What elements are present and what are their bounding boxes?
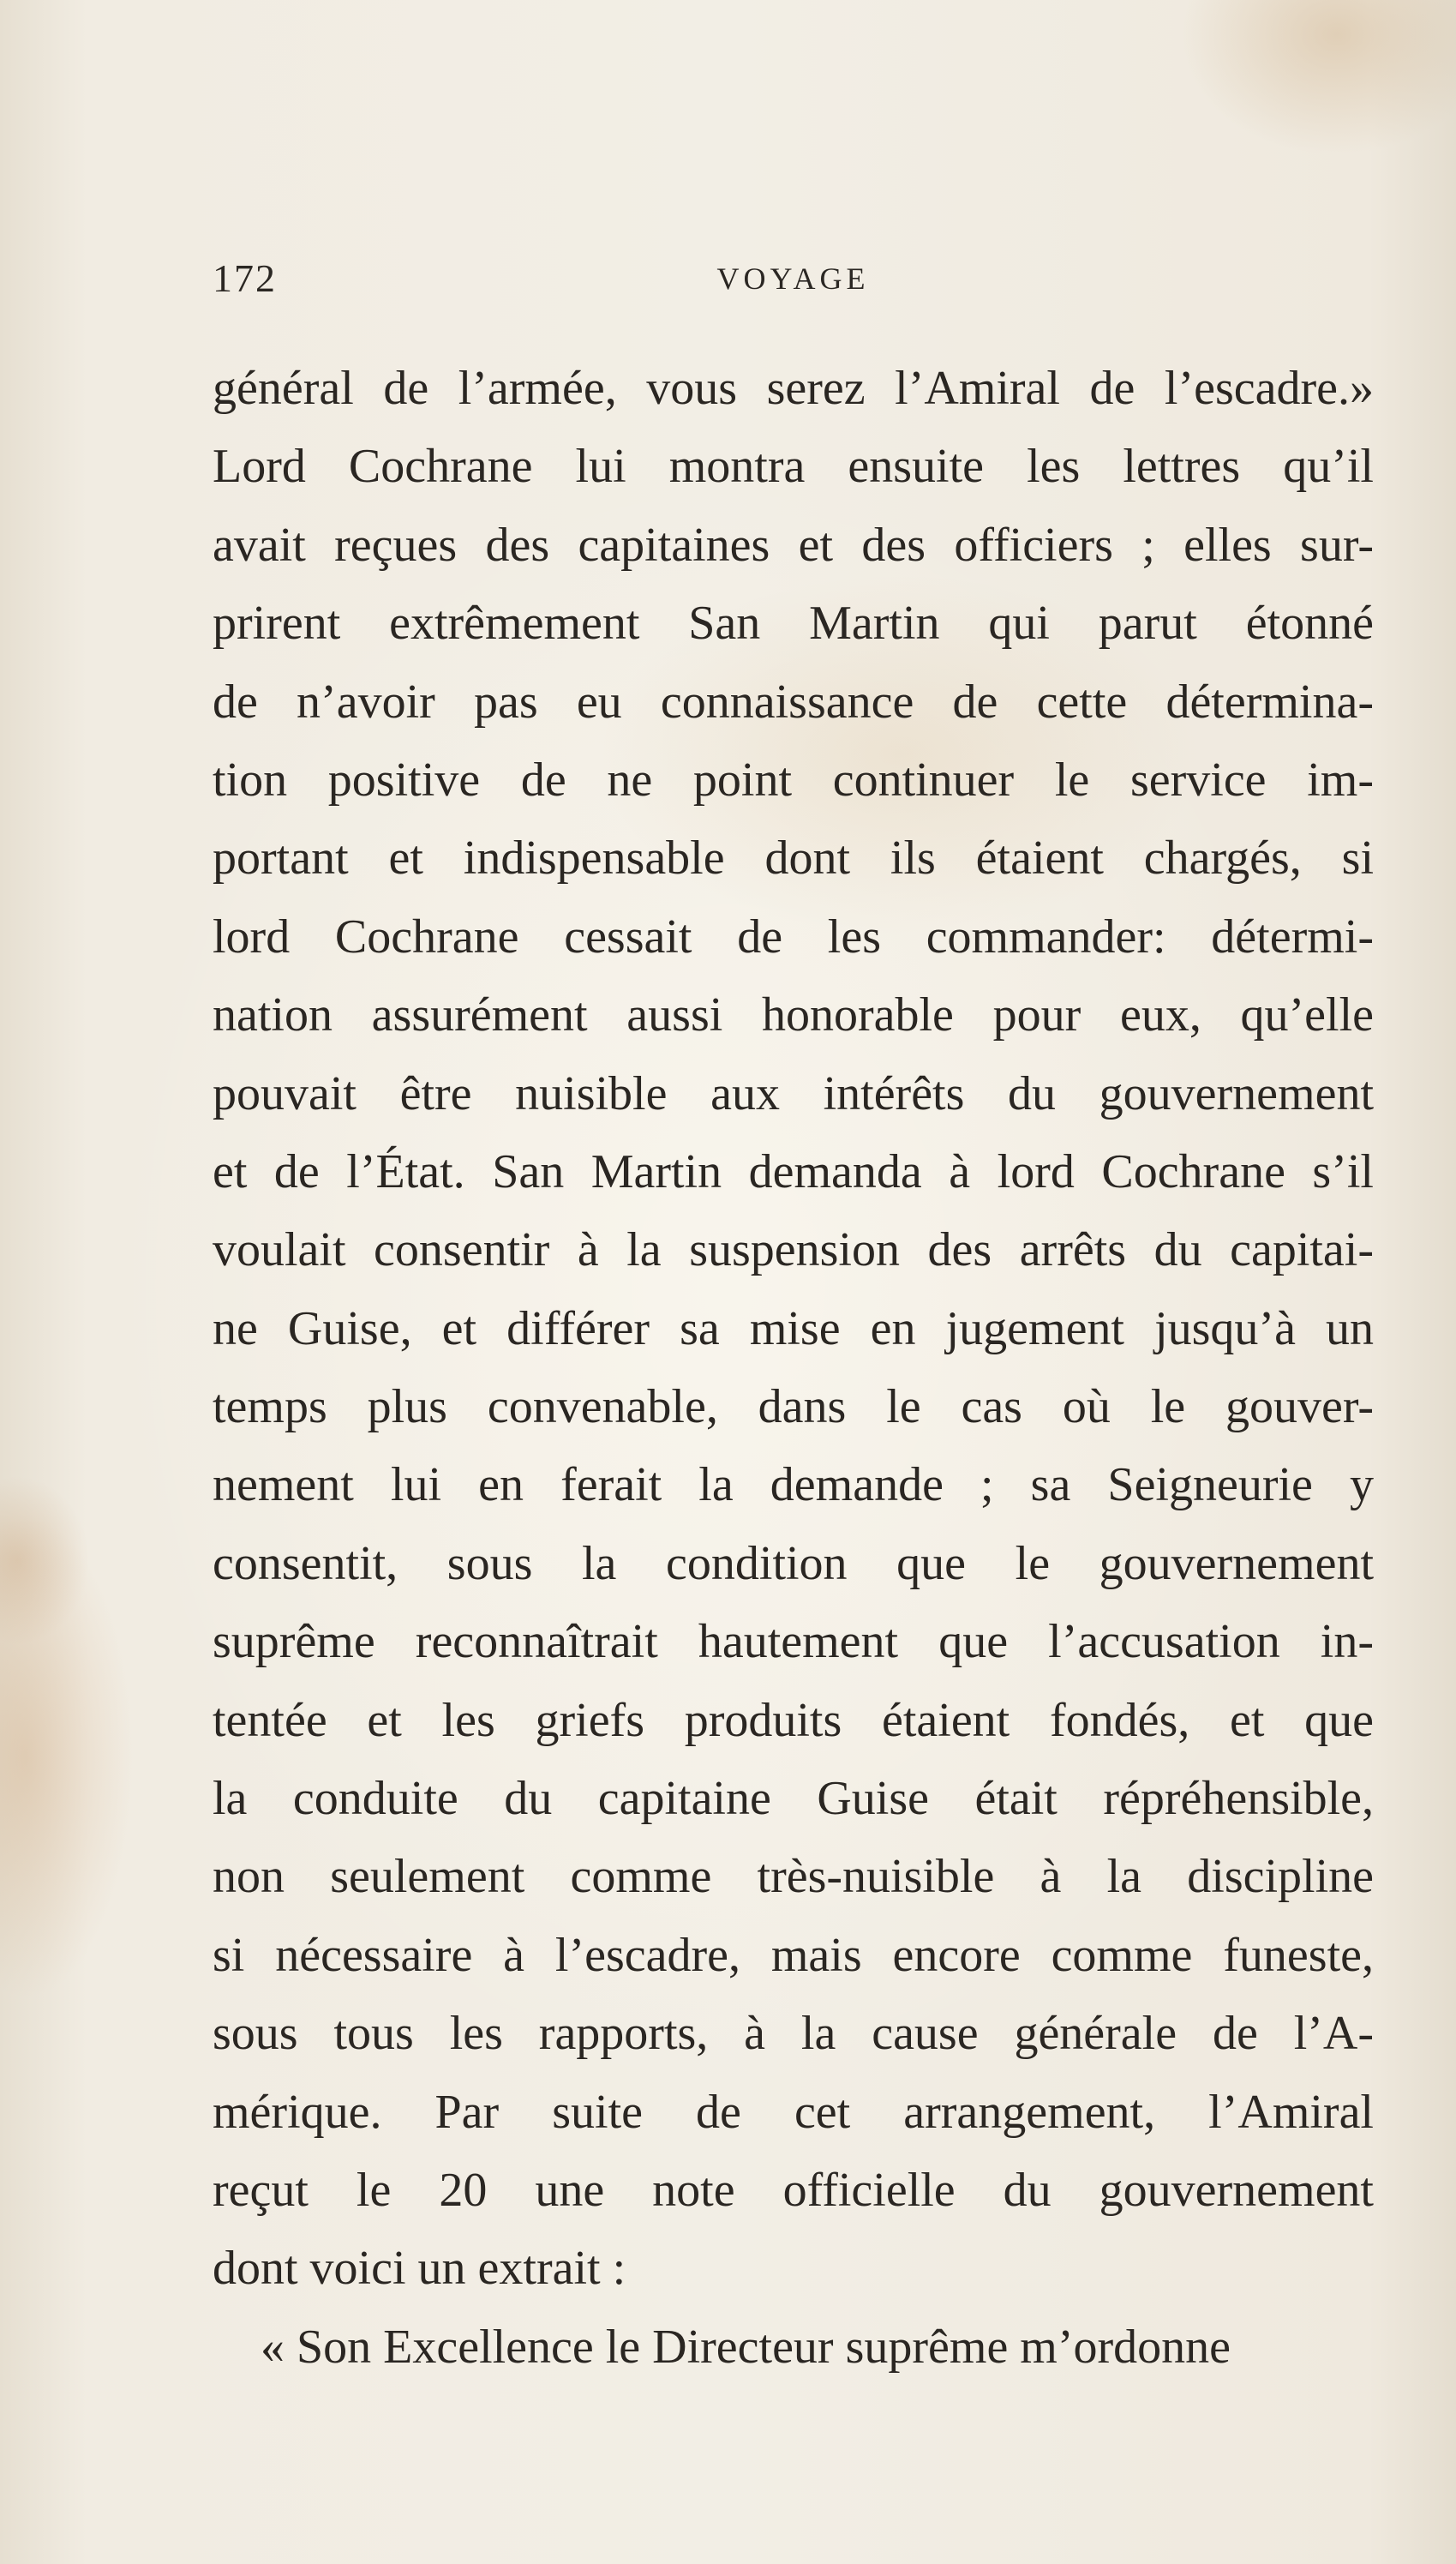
running-header (213, 255, 1374, 307)
text-line: Lord Cochrane lui montra ensuite les lettres qu’il (213, 440, 1374, 494)
text-line: avait reçues des capitaines et des officiers ; elles sur- (213, 518, 1374, 572)
text-line: pouvait être nuisible aux intérêts du gouvernement (213, 1066, 1374, 1120)
text-line: ne Guise, et différer sa mise en jugement jusqu’à un (213, 1301, 1374, 1355)
text-line: reçut le 20 une note officielle du gouvernement (213, 2163, 1374, 2217)
text-line: la conduite du capitaine Guise était répréhensible, (213, 1772, 1374, 1826)
text-line: lord Cochrane cessait de les commander: détermi- (213, 910, 1374, 964)
text-line: de n’avoir pas eu connaissance de cette détermina- (213, 675, 1374, 729)
text-line: consentit, sous la condition que le gouvernement (213, 1536, 1374, 1590)
text-line: suprême reconnaîtrait hautement que l’accusation in- (213, 1615, 1374, 1669)
text-line: portant et indispensable dont ils étaient chargés, si (213, 832, 1374, 886)
text-line: tion positive de ne point continuer le service im- (213, 753, 1374, 807)
text-line: prirent extrêmement San Martin qui parut étonné (213, 597, 1374, 651)
text-line: voulait consentir à la suspension des arrêts du capitai- (213, 1223, 1374, 1277)
text-line: si nécessaire à l’escadre, mais encore comme funeste, (213, 1928, 1374, 1982)
text-line: sous tous les rapports, à la cause générale de l’A- (213, 2007, 1374, 2061)
running-title: VOYAGE (716, 261, 870, 296)
page-number: 172 (213, 256, 277, 300)
quotation-line: « Son Excellence le Directeur suprême m’ordonne (261, 2320, 1231, 2374)
body-text (213, 350, 1374, 2387)
text-line: non seulement comme très-nuisible à la discipline (213, 1850, 1374, 1904)
text-line: dont voici un extrait : (213, 2242, 626, 2296)
text-line: général de l’armée, vous serez l’Amiral de l’escadre.» (213, 362, 1374, 415)
text-line: nement lui en ferait la demande ; sa Seigneurie y (213, 1458, 1374, 1512)
text-line: et de l’État. San Martin demanda à lord Cochrane s’il (213, 1144, 1374, 1198)
text-line: mérique. Par suite de cet arrangement, l’Amiral (213, 2085, 1374, 2139)
text-line: nation assurément aussi honorable pour eux, qu’elle (213, 988, 1374, 1042)
text-line: temps plus convenable, dans le cas où le gouver- (213, 1380, 1374, 1434)
text-line: tentée et les griefs produits étaient fondés, et que (213, 1693, 1374, 1747)
